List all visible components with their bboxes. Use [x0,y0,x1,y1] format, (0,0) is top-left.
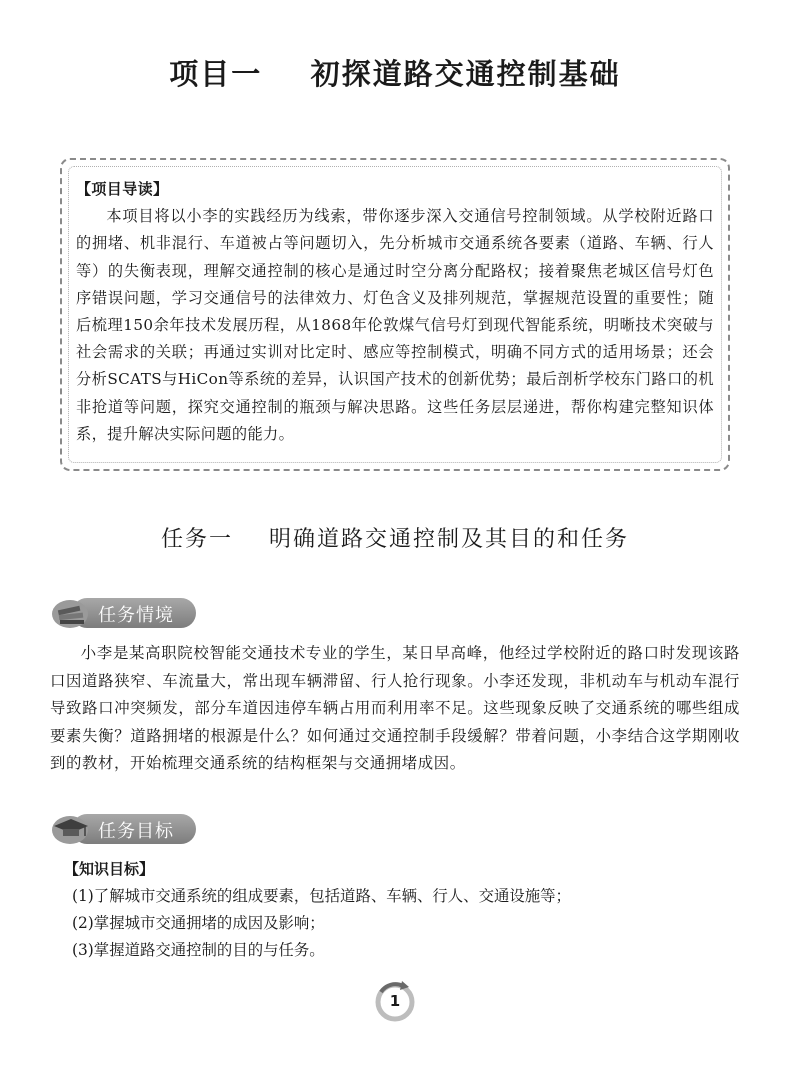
knowledge-objectives [64,856,732,964]
objectives-badge [50,812,198,846]
scenario-label: 任务情境 [98,605,174,626]
knowledge-heading: 【知识目标】 [64,860,155,878]
objective-item: (1)了解城市交通系统的组成要素，包括道路、车辆、行人、交通设施等； [72,887,571,905]
guide-paragraph: 本项目将以小李的实践经历为线索，带你逐步深入交通信号控制领域。从学校附近路口的拥堵、机非混行、车道被占等问题切入，先分析城市交通系统各要素（道路、车辆、行人等）的失衡表现，理解交通控制的核心是通过时空分离分配路权；接着聚焦老城区信号灯色序错误问题，学习交通信号的法律效力、灯色含义及排列规范，掌握规范设置的重要性；随后梳理150余年技术发展历程，从1868年伦敦煤气信号灯到现代智能系统，明晰技术突破与社会需求的关联；再通过实训对比定时、感应等控制模式，明确不同方式的适用场景；还会分析SCATS与HiCon等系统的差异，认识国产技术的创新优势；最后剖析学校东门路口的机非抢道等问题，探究交通控制的瓶颈与解决思路。这些任务层层递进，帮你构建完整知识体系，提升解决实际问题的能力。 [76,207,714,443]
page-number: 1 [389,992,401,1010]
objectives-label: 任务目标 [98,821,174,842]
objective-item: (2)掌握城市交通拥堵的成因及影响； [72,914,325,932]
page-title: 项目一 初探道路交通控制基础 [169,57,621,91]
scenario-paragraph: 小李是某高职院校智能交通技术专业的学生，某日早高峰，他经过学校附近的路口时发现该路口因道路狭窄、车流量大，常出现车辆滞留、行人抢行现象。小李还发现，非机动车与机动车混行导致路口冲突频发，部分车道因违停车辆占用而利用率不足。这些现象反映了交通系统的哪些组成要素失衡？道路拥堵的根源是什么？如何通过交通控制手段缓解？带着问题，小李结合这学期刚收到的教材，开始梳理交通系统的结构框架与交通拥堵成因。 [50,644,740,773]
task-title: 任务一 明确道路交通控制及其目的和任务 [161,527,629,552]
page-number-badge [373,978,417,1022]
graduation-cap-icon [50,812,92,846]
book-stack-icon [50,596,92,630]
scenario-badge [50,596,198,630]
project-guide [76,176,714,448]
scenario-text [50,640,740,778]
objective-item: (3)掌握道路交通控制的目的与任务。 [72,941,325,959]
guide-heading: 【项目导读】 [76,180,169,198]
